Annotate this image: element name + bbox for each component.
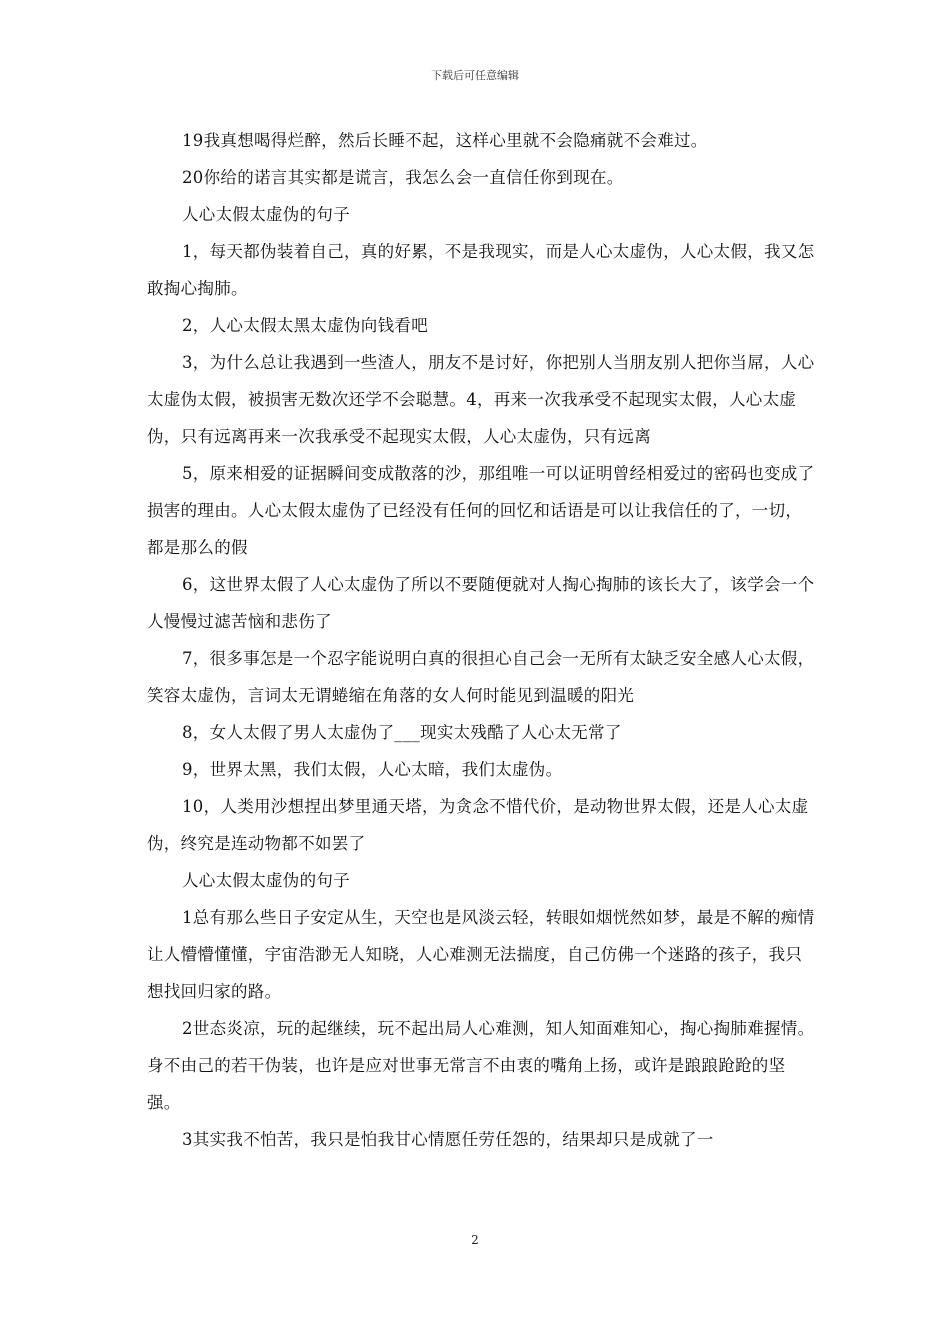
paragraph-2: 2，人心太假太黑太虚伪向钱看吧 [182, 316, 428, 335]
section-heading: 人心太假太虚伪的句子 [182, 871, 350, 890]
paragraph-19: 19我真想喝得烂醉，然后长睡不起，这样心里就不会隐痛就不会难过。 [182, 131, 708, 150]
document-body [147, 122, 815, 1158]
paragraph-9: 9，世界太黑，我们太假，人心太暗，我们太虚伪。 [182, 760, 563, 779]
paragraph-20: 20你给的诺言其实都是谎言，我怎么会一直信任你到现在。 [182, 168, 624, 187]
paragraph-6: 6，这世界太假了人心太虚伪了所以不要随便就对人掏心掏肺的该长大了，该学会一个人慢慢过滤苦恼和悲伤了 [147, 575, 815, 631]
paragraph-3: 3，为什么总让我遇到一些渣人，朋友不是讨好，你把别人当朋友别人把你当屌，人心太虚伪太假，被损害无数次还学不会聪慧。4，再来一次我承受不起现实太假，人心太虚伪，只有远离再来一次我承受不起现实太假，人心太虚伪，只有远离 [147, 353, 815, 446]
paragraph-1: 1总有那么些日子安定从生，天空也是风淡云轻，转眼如烟恍然如梦，最是不解的痴情让人懵懵懂懂，宇宙浩渺无人知晓，人心难测无法揣度，自己仿佛一个迷路的孩子，我只想找回归家的路。 [147, 908, 815, 1001]
paragraph-2: 2世态炎凉，玩的起继续，玩不起出局人心难测，知人知面难知心，掏心掏肺难握情。身不由己的若干伪装，也许是应对世事无常言不由衷的嘴角上扬，或许是踉踉跄跄的坚强。 [147, 1019, 815, 1112]
paragraph-7: 7，很多事怎是一个忍字能说明白真的很担心自己会一无所有太缺乏安全感人心太假，笑容太虚伪，言词太无谓蜷缩在角落的女人何时能见到温暖的阳光 [147, 649, 815, 705]
page-number: 2 [471, 1233, 479, 1247]
section-heading: 人心太假太虚伪的句子 [182, 205, 350, 224]
paragraph-5: 5，原来相爱的证据瞬间变成散落的沙，那组唯一可以证明曾经相爱过的密码也变成了损害的理由。人心太假太虚伪了已经没有任何的回忆和话语是可以让我信任的了，一切，都是那么的假 [147, 464, 815, 557]
page-header: 下载后可任意编辑 [431, 69, 519, 82]
paragraph-8: 8，女人太假了男人太虚伪了___现实太残酷了人心太无常了 [182, 723, 622, 742]
paragraph-10: 10，人类用沙想捏出梦里通天塔，为贪念不惜代价，是动物世界太假，还是人心太虚伪，终究是连动物都不如罢了 [147, 797, 809, 853]
paragraph-3: 3其实我不怕苦，我只是怕我甘心情愿任劳任怨的，结果却只是成就了一 [182, 1130, 714, 1149]
paragraph-1: 1，每天都伪装着自己，真的好累，不是我现实，而是人心太虚伪，人心太假，我又怎敢掏心掏肺。 [147, 242, 815, 298]
